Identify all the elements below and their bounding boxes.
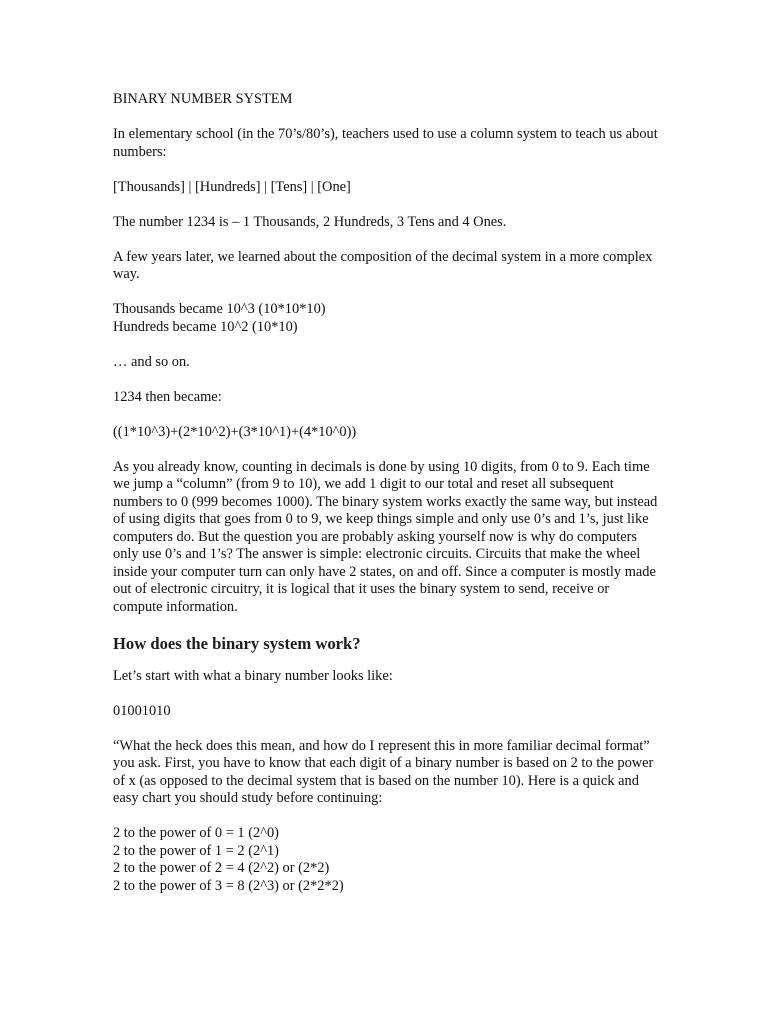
intro-paragraph: In elementary school (in the 70’s/80’s), teachers used to use a column system to teach us about numbers:: [113, 126, 658, 160]
then-became-line: 1234 then became:: [113, 388, 222, 405]
chart-line: 2 to the power of 1 = 2 (2^1): [113, 842, 279, 859]
chart-line: 2 to the power of 2 = 4 (2^2) or (2*2): [113, 860, 330, 876]
expression-line: ((1*10^3)+(2*10^2)+(3*10^1)+(4*10^0)): [113, 423, 357, 440]
document-page: [113, 91, 658, 895]
later-paragraph: A few years later, we learned about the composition of the decimal system in a more complex way.: [113, 248, 653, 282]
powers-chart: [113, 825, 658, 895]
chart-line: 2 to the power of 3 = 8 (2^3) or (2*2*2): [113, 877, 344, 894]
powers-block: [113, 301, 658, 336]
chart-line: 2 to the power of 0 = 1 (2^0): [113, 825, 279, 841]
section-heading: How does the binary system work?: [113, 633, 361, 653]
document-title: BINARY NUMBER SYSTEM: [113, 91, 293, 107]
question-paragraph: “What the heck does this mean, and how do I represent this in more familiar decimal format” you ask. First, you have to know that each digit of a binary number is based on 2 to the power of x (as opposed to the decimal system that is based on the number 10). Here is a quick and easy chart you should study before continuing:: [113, 737, 654, 806]
binary-example: 01001010: [113, 702, 171, 719]
decimal-paragraph: As you already know, counting in decimals is done by using 10 digits, from 0 to 9. Each time we jump a “column” (from 9 to 10), we add 1 digit to our total and reset all subsequent numbers to 0 (999 becomes 1000). The binary system works exactly the same way, but instead of using digits that goes from 0 to 9, we keep things simple and only use 0’s and 1’s, just like computers do. But the question you are probably asking yourself now is why do computers only use 0’s and 1’s? The answer is simple: electronic circuits. Circuits that make the wheel inside your computer turn can only have 2 states, on and off. Since a computer is mostly made out of electronic circuitry, it is logical that it uses the binary system to send, receive or compute information.: [113, 458, 658, 615]
column-system-line: [Thousands] | [Hundreds] | [Tens] | [One]: [113, 178, 351, 195]
power-line-thousands: Thousands became 10^3 (10*10*10): [113, 301, 326, 317]
lets-start-line: Let’s start with what a binary number looks like:: [113, 667, 393, 684]
number-1234-paragraph: The number 1234 is – 1 Thousands, 2 Hundreds, 3 Tens and 4 Ones.: [113, 213, 507, 230]
power-line-hundreds: Hundreds became 10^2 (10*10): [113, 318, 298, 335]
and-so-on-line: … and so on.: [113, 353, 190, 370]
